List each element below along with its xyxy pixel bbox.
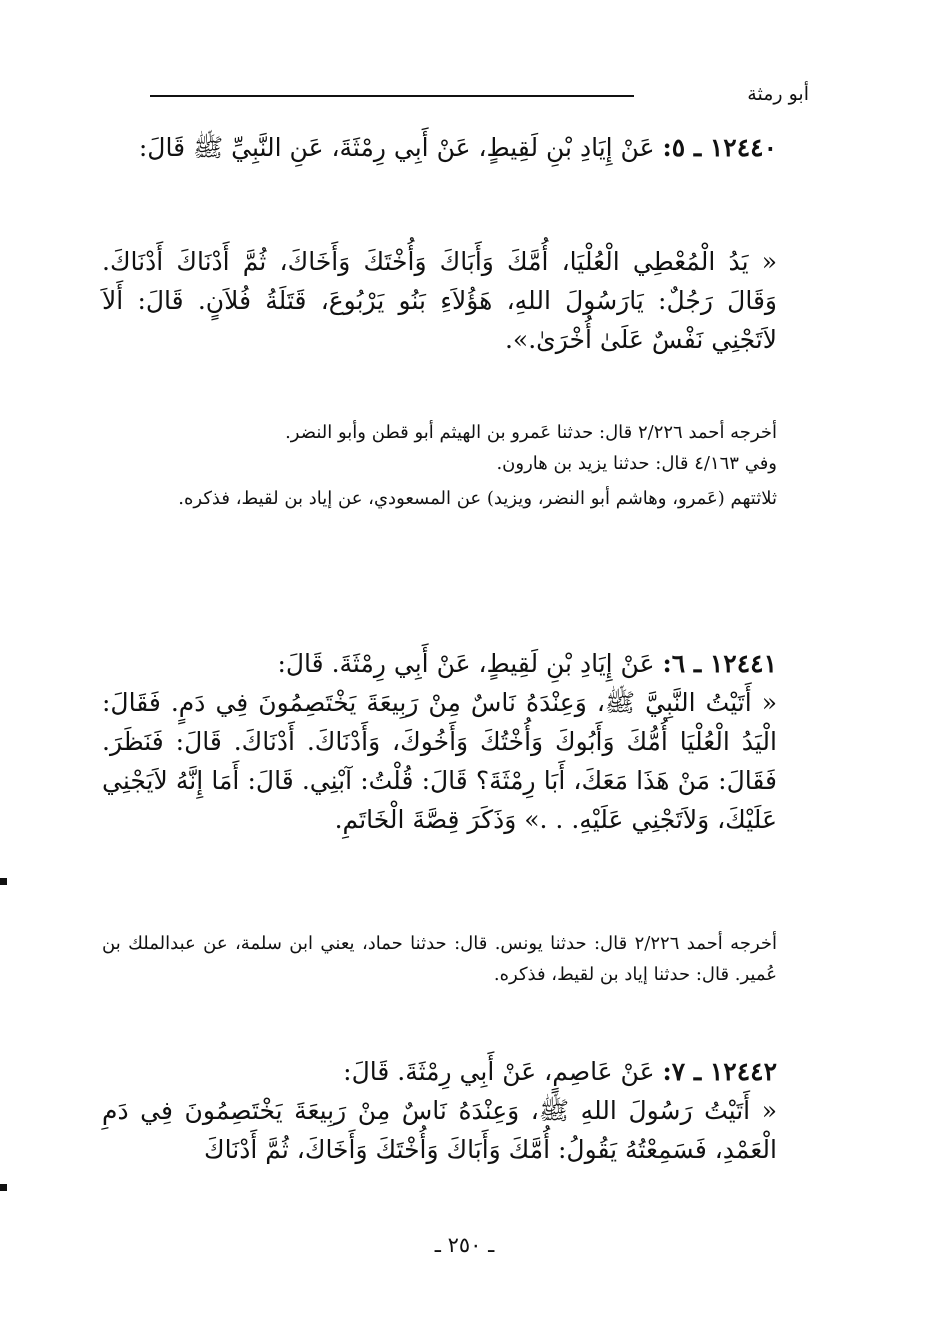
scan-mark [0, 1184, 7, 1191]
hadith-12440 [102, 128, 777, 167]
page-number: ـ ٢٥٠ ـ [434, 1233, 495, 1257]
hadith-number: ١٢٤٤١ ـ ٦: [662, 649, 777, 678]
hadith-matn: « أَتَيْتُ رَسُولَ اللهِ ﷺ، وَعِنْدَهُ نَاسٌ مِنْ رَبِيعَةَ يَخْتَصِمُونَ فِي دَمِ الْعَمْدِ، فَسَمِعْتُهُ يَقُولُ: أُمَّكَ وَأَبَاكَ وَأُخْتَكَ وَأَخَاكَ، ثُمَّ أَدْنَاكَ [102, 1096, 777, 1164]
hadith-number: ١٢٤٤٠ ـ ٥: [662, 133, 777, 162]
hadith-12440-text [102, 242, 777, 359]
hadith-chain: عَنْ إِيَادِ بْنِ لَقِيطٍ، عَنْ أَبِي رِمْثَةَ، عَنِ النَّبِيِّ ﷺ قَالَ: [138, 133, 655, 162]
note-line: وفي ٤/١٦٣ قال: حدثنا يزيد بن هارون. [496, 453, 777, 474]
note-line: أخرجه أحمد ٢/٢٢٦ قال: حدثنا عَمرو بن الهيثم أبو قطن وأبو النضر. [285, 422, 777, 443]
header-rule [150, 95, 634, 97]
hadith-heading [102, 1052, 777, 1091]
hadith-heading [102, 128, 777, 167]
takhrij-note-12440 [102, 417, 777, 514]
scan-mark [0, 878, 7, 885]
hadith-heading [102, 644, 777, 683]
hadith-matn: « يَدُ الْمُعْطِي الْعُلْيَا، أُمَّكَ وَأَبَاكَ وَأُخْتَكَ وَأَخَاكَ، ثُمَّ أَدْنَاكَ أَدْنَاكَ. وَقَالَ رَجُلٌ: يَارَسُولَ اللهِ، هَؤُلاَءِ بَنُو يَرْبُوعَ، قَتَلَةُ فُلاَنٍ. قَالَ: أَلاَ لاَتَجْنِي نَفْسٌ عَلَىٰ أُخْرَىٰ.». [102, 247, 777, 354]
hadith-12441 [102, 644, 777, 839]
header-title: أبو رمثة [747, 83, 809, 105]
hadith-chain: عَنْ عَاصِمٍ، عَنْ أَبِي رِمْثَةَ. قَالَ: [343, 1057, 655, 1086]
takhrij-note-12441 [102, 928, 777, 990]
hadith-matn: « أَتَيْتُ النَّبِيَّ ﷺ، وَعِنْدَهُ نَاسٌ مِنْ رَبِيعَةَ يَخْتَصِمُونَ فِي دَمٍ. فَقَالَ: الْيَدُ الْعُلْيَا أُمُّكَ وَأَبُوكَ وَأُخْتُكَ وَأَخُوكَ، وَأَدْنَاكَ. أَدْنَاكَ. قَالَ: فَنَظَرَ. فَقَالَ: مَنْ هَذَا مَعَكَ، أَبَا رِمْثَةَ؟ قَالَ: قُلْتُ: آبْنِي. قَالَ: أَمَا إِنَّهُ لاَيَجْنِي عَلَيْكَ، وَلاَتَجْنِي عَلَيْهِ. . .» وَذَكَرَ قِصَّةَ الْخَاتَمِ. [102, 688, 777, 834]
running-header [150, 78, 809, 110]
hadith-chain: عَنْ إِيَادِ بْنِ لَقِيطٍ، عَنْ أَبِي رِمْثَةَ. قَالَ: [277, 649, 655, 678]
hadith-number: ١٢٤٤٢ ـ ٧: [662, 1057, 777, 1086]
hadith-12442 [102, 1052, 777, 1169]
note-line: أخرجه أحمد ٢/٢٢٦ قال: حدثنا يونس. قال: حدثنا حماد، يعني ابن سلمة، عن عبدالملك بن عُمير. قال: حدثنا إياد بن لقيط، فذكره. [102, 933, 778, 985]
note-line: ثلاثتهم (عَمرو، وهاشم أبو النضر، ويزيد) عن المسعودي، عن إياد بن لقيط، فذكره. [178, 488, 777, 509]
